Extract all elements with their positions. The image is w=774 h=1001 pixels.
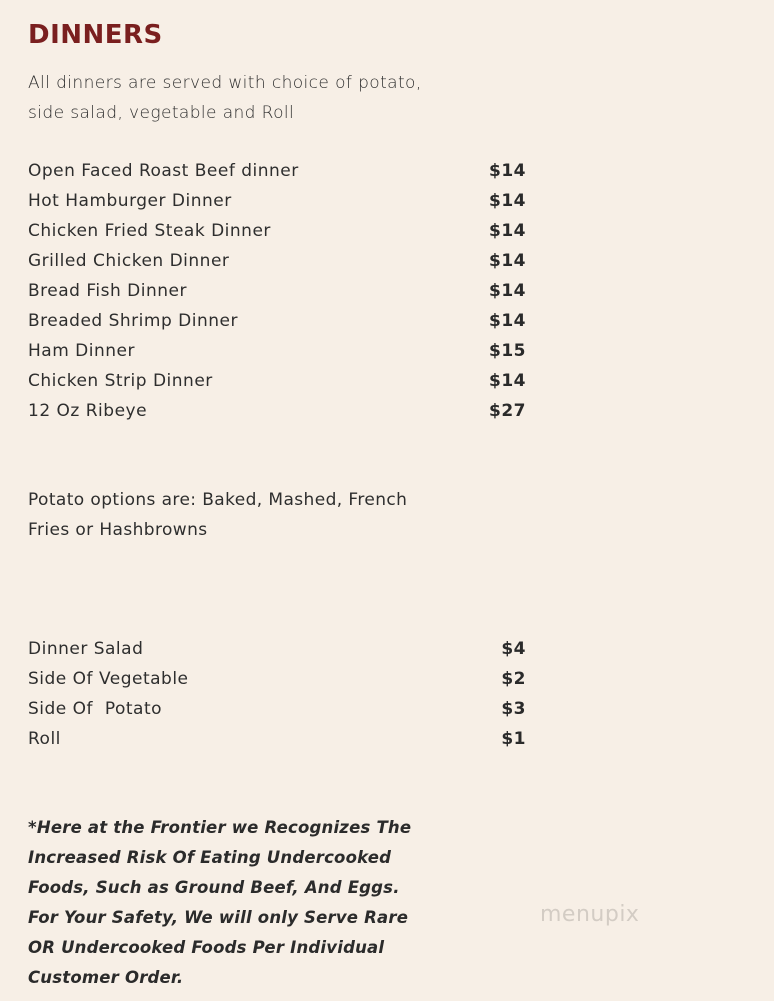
menu-item-price: $14 <box>489 371 526 391</box>
menu-item-name: Chicken Fried Steak Dinner <box>28 221 271 241</box>
menu-item <box>28 246 526 276</box>
disclaimer-line: For Your Safety, We will only Serve Rare <box>28 908 409 927</box>
disclaimer-line: Customer Order. <box>28 968 184 987</box>
menu-item-name: Roll <box>28 729 61 749</box>
page-title: DINNERS <box>28 20 163 50</box>
menu-item-name: Grilled Chicken Dinner <box>28 251 230 271</box>
menu-item <box>28 336 526 366</box>
intro-text <box>28 68 448 128</box>
menu-item-price: $15 <box>489 341 526 361</box>
dinners-list <box>28 156 526 426</box>
menu-item <box>28 306 526 336</box>
menu-item-name: Side Of Vegetable <box>28 669 189 689</box>
potato-options-note <box>28 485 448 545</box>
menu-item-name: 12 Oz Ribeye <box>28 401 148 421</box>
menu-item-name: Ham Dinner <box>28 341 135 361</box>
disclaimer-line: OR Undercooked Foods Per Individual <box>28 938 385 957</box>
menu-item-price: $14 <box>489 161 526 181</box>
disclaimer-line: *Here at the Frontier we Recognizes The <box>28 818 412 837</box>
menu-item-price: $14 <box>489 221 526 241</box>
menu-item-name: Side Of Potato <box>28 699 163 719</box>
intro-line: side salad, vegetable and Roll <box>28 103 295 123</box>
menu-item-name: Hot Hamburger Dinner <box>28 191 232 211</box>
food-safety-disclaimer <box>28 813 428 993</box>
menu-item-price: $3 <box>501 699 526 719</box>
potato-note-line: Potato options are: Baked, Mashed, French <box>28 490 408 510</box>
menu-item-price: $14 <box>489 191 526 211</box>
menu-item <box>28 186 526 216</box>
menu-item <box>28 366 526 396</box>
disclaimer-line: Increased Risk Of Eating Undercooked <box>28 848 392 867</box>
menu-item-name: Bread Fish Dinner <box>28 281 187 301</box>
potato-note-line: Fries or Hashbrowns <box>28 520 208 540</box>
menu-item-price: $14 <box>489 281 526 301</box>
menu-item <box>28 724 526 754</box>
menu-item <box>28 216 526 246</box>
intro-line: All dinners are served with choice of potato, <box>28 73 422 93</box>
menupix-watermark: menupix <box>540 902 640 927</box>
menu-item <box>28 634 526 664</box>
menu-item-price: $4 <box>501 639 526 659</box>
menu-item <box>28 156 526 186</box>
menu-item-name: Chicken Strip Dinner <box>28 371 213 391</box>
sides-list <box>28 634 526 754</box>
menu-item-price: $27 <box>489 401 526 421</box>
menu-item-price: $1 <box>501 729 526 749</box>
menu-item-price: $2 <box>501 669 526 689</box>
menu-item <box>28 664 526 694</box>
menu-item <box>28 396 526 426</box>
menu-item <box>28 694 526 724</box>
menu-item-name: Open Faced Roast Beef dinner <box>28 161 299 181</box>
disclaimer-line: Foods, Such as Ground Beef, And Eggs. <box>28 878 400 897</box>
menu-item-name: Breaded Shrimp Dinner <box>28 311 238 331</box>
menu-item <box>28 276 526 306</box>
menu-item-price: $14 <box>489 251 526 271</box>
menu-item-name: Dinner Salad <box>28 639 144 659</box>
menu-item-price: $14 <box>489 311 526 331</box>
